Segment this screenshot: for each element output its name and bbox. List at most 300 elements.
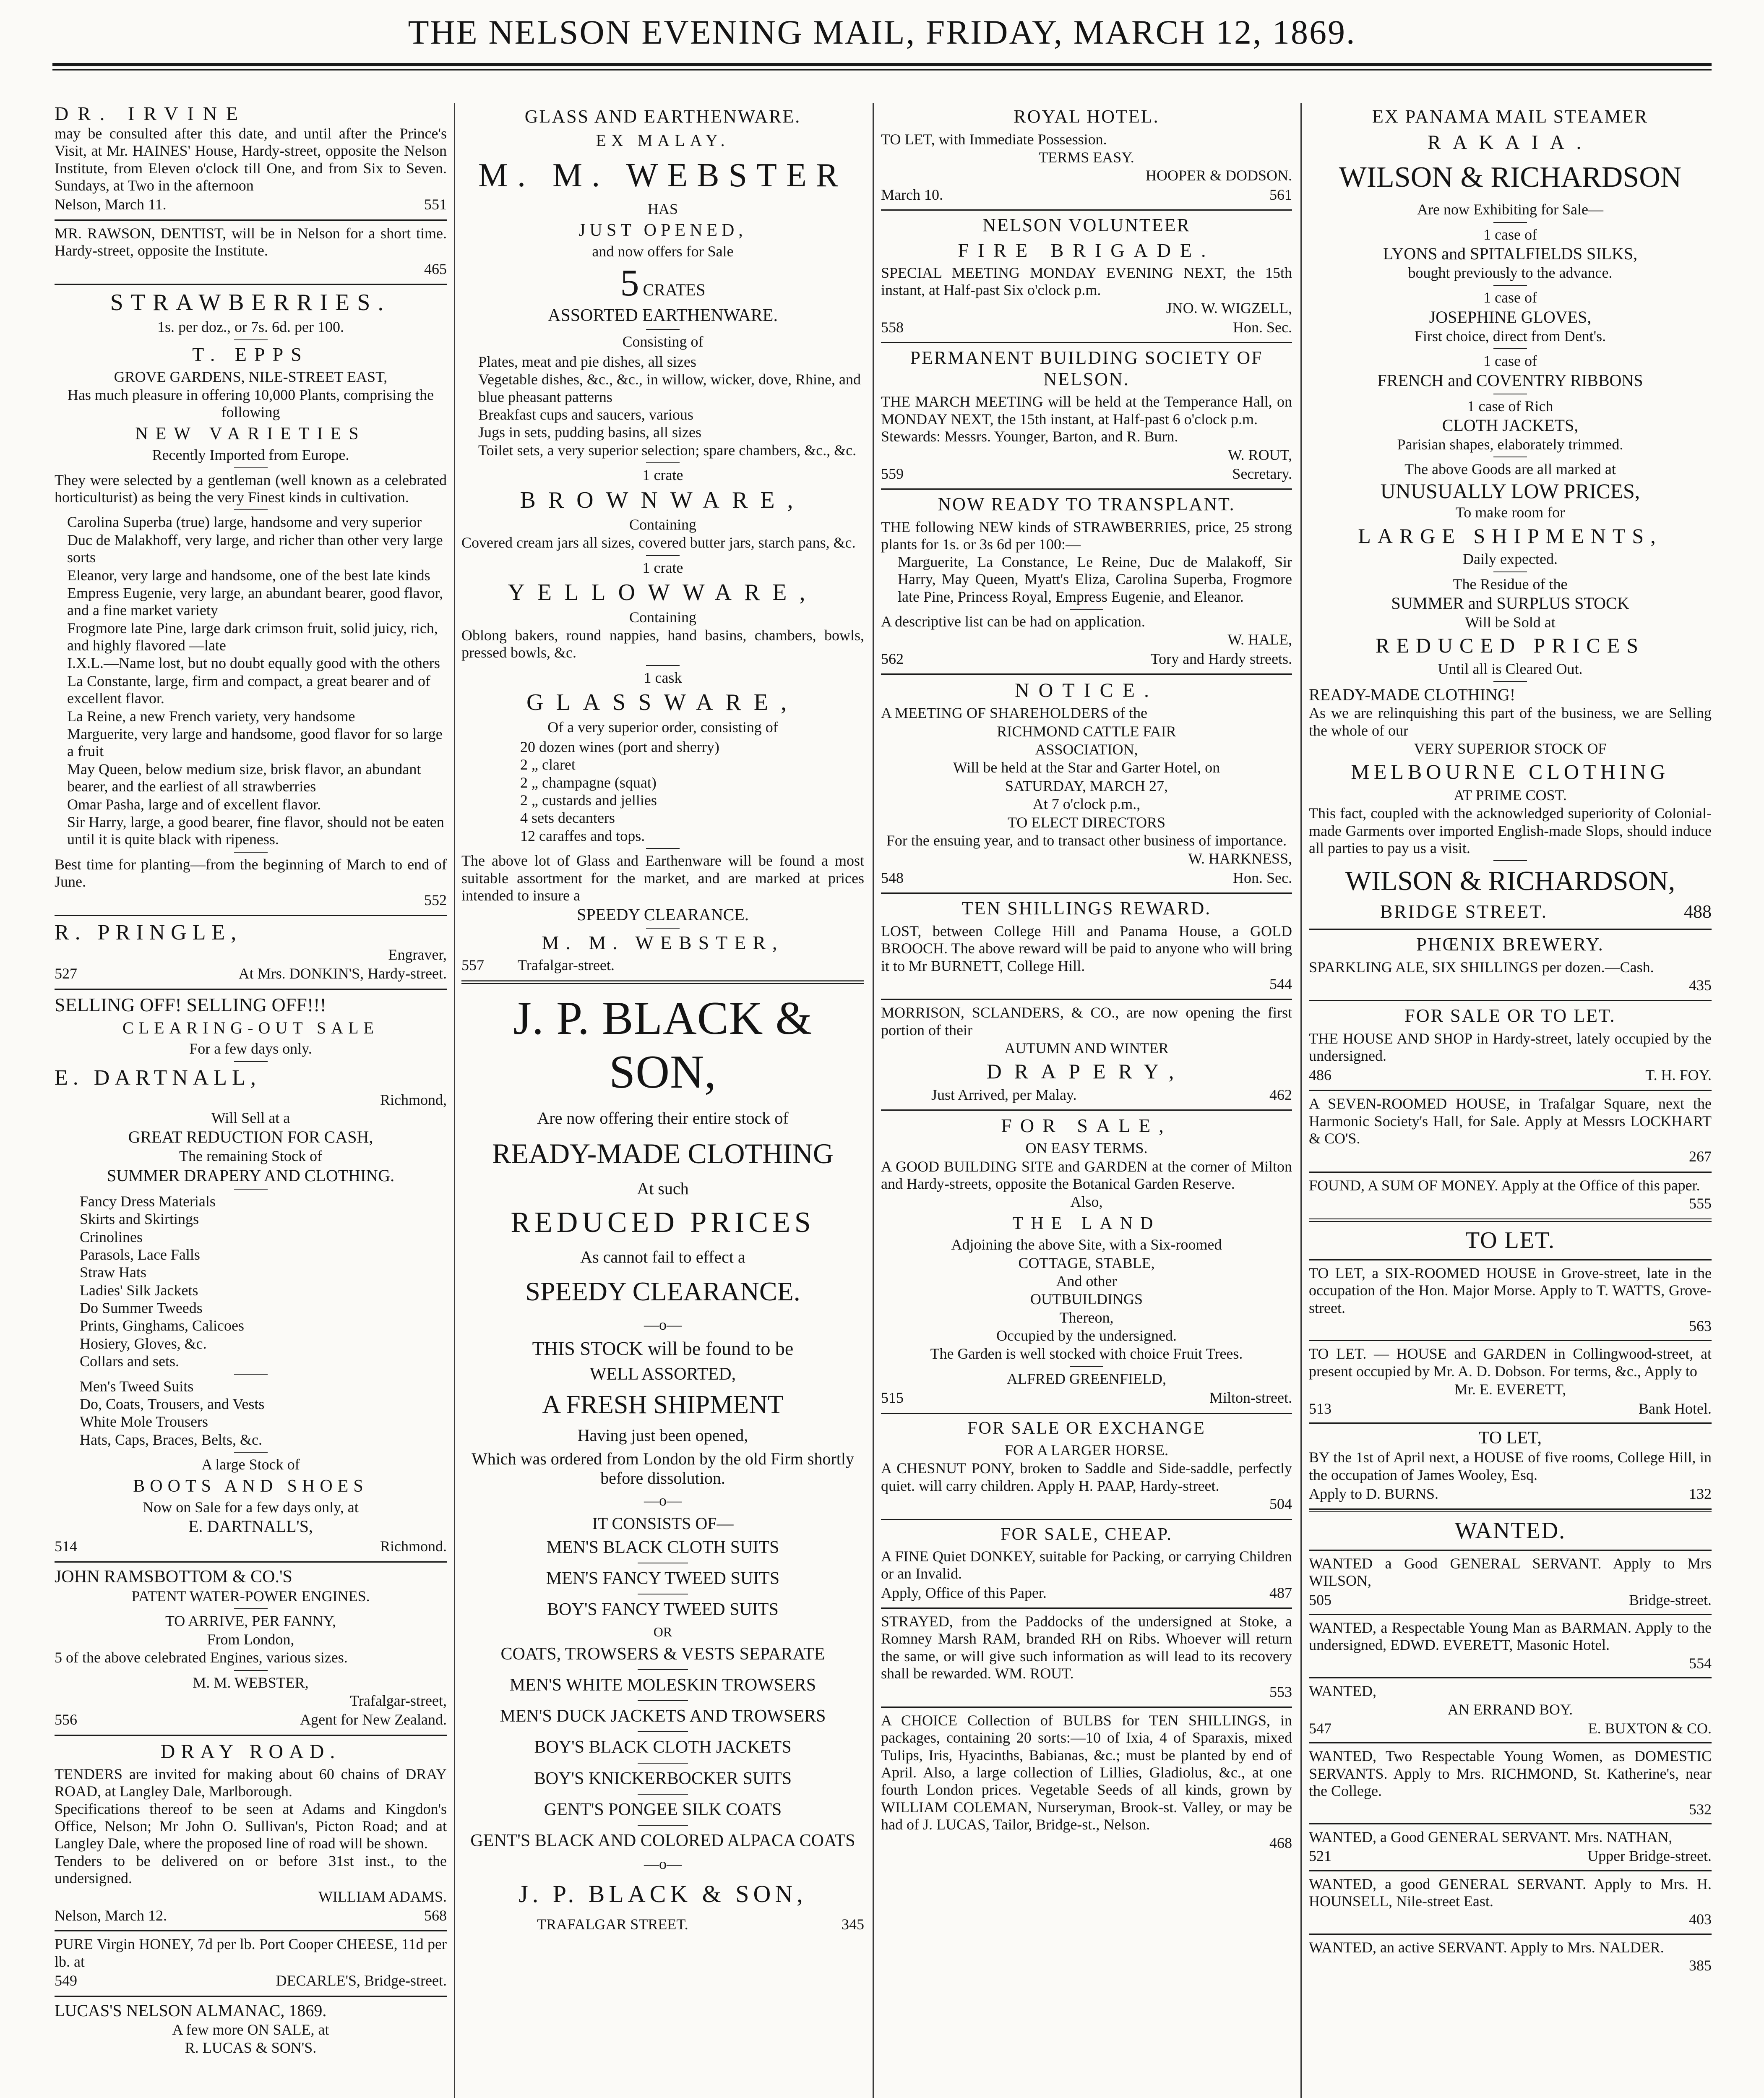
list-item: Crinolines [80, 1228, 143, 1245]
advert-body: TO LET, with Immediate Possession. [881, 130, 1107, 148]
advert-number: 559 [881, 465, 904, 482]
advert-phoenix [1309, 934, 1712, 994]
advert-heading: J. P. BLACK & SON, [513, 992, 813, 1099]
separator [55, 219, 447, 221]
advert-text: Parisian shapes, elaborately trimmed. [1397, 436, 1623, 453]
list-item: Toilet sets, a very superior selection; spare chambers, &c., &c. [478, 441, 857, 459]
list-item: 2 „ claret [520, 756, 576, 773]
separator-ornament: —o— [644, 1855, 682, 1872]
advert-subheading: SPEEDY CLEARANCE. [525, 1276, 800, 1306]
advert-heading: PERMANENT BUILDING SOCIETY OF NELSON. [910, 347, 1263, 389]
advert-heading: FOR SALE OR EXCHANGE [967, 1418, 1206, 1438]
advert-honey [55, 1936, 447, 1989]
advert-subheading: MELBOURNE CLOTHING [1351, 760, 1670, 784]
separator [638, 1794, 688, 1795]
advert-found [1309, 1177, 1712, 1213]
advert-role: Engraver, [388, 946, 447, 963]
advert-text: ASSOCIATION, [1035, 741, 1138, 758]
advert-text: Stewards: Messrs. Younger, Barton, and R. Burn. [881, 428, 1178, 445]
advert-name: WILLIAM ADAMS. [318, 1888, 447, 1905]
advert-number: 468 [1269, 1834, 1292, 1851]
advert-body: PURE Virgin HONEY, 7d per lb. Port Cooper CHEESE, 11d per lb. at [55, 1936, 447, 1970]
advert-name: HOOPER & DODSON. [1145, 167, 1292, 184]
advert-subheading: A FRESH SHIPMENT [542, 1391, 784, 1420]
separator [234, 1670, 268, 1671]
advert-text: 5 of the above celebrated Engines, various sizes. [55, 1649, 348, 1666]
separator [1309, 1550, 1712, 1551]
advert-body: THE following NEW kinds of STRAWBERRIES, price, 25 strong plants for 1s. or 3s 6d per 100:— [881, 518, 1292, 553]
advert-number: 487 [1269, 1584, 1292, 1601]
advert-name: WILSON & RICHARDSON [1339, 161, 1682, 193]
masthead-rule [52, 63, 1712, 66]
advert-heading: EX PANAMA MAIL STEAMER [1372, 106, 1649, 127]
list-item: Parasols, Lace Falls [80, 1246, 200, 1263]
advert-name: R. LUCAS & SON'S. [185, 2039, 317, 2056]
advert-number: 552 [424, 891, 447, 908]
advert-text: Apply to D. BURNS. [1309, 1485, 1439, 1503]
column-4 [1309, 103, 1712, 2098]
advert-address: Trafalgar-street. [518, 957, 615, 974]
advert-heading: NELSON VOLUNTEER [982, 215, 1191, 236]
section-to-let [1309, 1227, 1712, 1503]
advert-subheading: CLEARING-OUT SALE [122, 1018, 379, 1038]
list-item: Frogmore late Pine, large dark crimson fruit, solid juicy, rich, and highly flavored —late [67, 619, 438, 654]
advert-text: AT PRIME COST. [1454, 786, 1567, 804]
separator [1309, 1340, 1712, 1341]
advert-heading: FOR SALE OR TO LET. [1404, 1005, 1616, 1026]
advert-subheading: FOR A LARGER HORSE. [1004, 1441, 1169, 1459]
advert-for-sale-land [881, 1115, 1292, 1406]
advert-role: Hon. Sec. [1233, 869, 1292, 886]
advert-name: J. P. BLACK & SON, [519, 1880, 807, 1908]
advert-text: LYONS and SPITALFIELDS SILKS, [1383, 244, 1638, 264]
list-item: 12 caraffes and tops. [520, 827, 645, 844]
advert-subheading: BOOTS AND SHOES [133, 1476, 368, 1496]
advert-pringle [55, 920, 447, 983]
list-item: Carolina Superba (true) large, handsome and very superior [67, 514, 422, 531]
list-item: Jugs in sets, pudding basins, all sizes [478, 424, 701, 441]
separator [638, 1669, 688, 1670]
advert-text: AUTUMN AND WINTER [1004, 1040, 1169, 1057]
advert-subheading: LARGE SHIPMENTS, [1358, 524, 1662, 548]
advert-body: LOST, between College Hill and Panama House, a GOLD BROOCH. The above reward will be paid to anyone who will bring it to Mr BURNETT, College Hill. [881, 922, 1292, 974]
advert-name: M. M. WEBSTER, [542, 932, 784, 954]
list-item: Omar Pasha, large and of excellent flavor. [67, 796, 321, 813]
advert-text: OUTBUILDINGS [1030, 1291, 1143, 1308]
column-2 [461, 103, 864, 2098]
advert-number: 465 [424, 260, 447, 277]
column-divider [873, 103, 874, 2098]
advert-body: WANTED, [1309, 1683, 1376, 1700]
list-item: BOY'S BLACK CLOTH JACKETS [534, 1738, 792, 1757]
list-item: 20 dozen wines (port and sherry) [520, 738, 719, 755]
advert-text: A descriptive list can be had on application. [881, 613, 1145, 630]
list-item: May Queen, below medium size, brisk flavor, an abundant bearer, and the earliest of all strawberries [67, 760, 421, 795]
advert-name: Mr. E. EVERETT, [1454, 1381, 1566, 1398]
advert-name: T. EPPS [192, 343, 309, 365]
list-item: BOY'S KNICKERBOCKER SUITS [534, 1769, 792, 1788]
advert-text: JOSEPHINE GLOVES, [1429, 307, 1592, 326]
advert-text: 1 crate [642, 467, 683, 484]
advert-text: The above lot of Glass and Earthenware will be found a most suitable assortment for the market, and are marked at prices intended to insure a [461, 852, 864, 904]
separator [646, 329, 680, 330]
separator [881, 892, 1292, 894]
advert-text: SUMMER and SURPLUS STOCK [1391, 593, 1629, 613]
advert-text: 1 case of [1483, 226, 1537, 243]
separator [55, 989, 447, 990]
masthead-rule-thin [52, 69, 1712, 70]
separator [234, 1189, 268, 1190]
advert-heading: STRAWBERRIES. [110, 290, 391, 316]
advert-address: TRAFALGAR STREET. [537, 1915, 688, 1933]
advert-text: FRENCH and COVENTRY RIBBONS [1377, 371, 1643, 390]
advert-text: Containing [629, 516, 696, 533]
advert-name: ALFRED GREENFIELD, [1007, 1370, 1166, 1387]
advert-text: VERY SUPERIOR STOCK OF [1414, 740, 1607, 757]
advert-royal-hotel [881, 106, 1292, 204]
advert-number: 557 [461, 957, 484, 974]
separator [881, 1109, 1292, 1111]
advert-subheading: PATENT WATER-POWER ENGINES. [131, 1587, 370, 1605]
list-item: Hats, Caps, Braces, Belts, &c. [80, 1431, 262, 1448]
advert-name: T. H. FOY. [1645, 1066, 1712, 1083]
list-item: Empress Eugenie, very large, an abundant bearer, good flavor, and a fine market variety [67, 584, 443, 619]
separator [1309, 1259, 1712, 1260]
separator [881, 342, 1292, 343]
advert-text: Also, [1070, 1193, 1103, 1211]
advert-text: First choice, direct from Dent's. [1414, 327, 1606, 344]
separator [638, 1763, 688, 1764]
separator [1493, 860, 1527, 861]
advert-text: JUST OPENED, [578, 220, 747, 240]
advert-name: JNO. W. WIGZELL, [1166, 300, 1292, 317]
advert-role: Hon. Sec. [1233, 318, 1292, 336]
advert-strawberries [55, 289, 447, 909]
advert-text: Which was ordered from London by the old Firm shortly before dissolution. [471, 1449, 855, 1488]
advert-heading: TO LET, [1478, 1428, 1542, 1448]
separator [1493, 681, 1527, 682]
separator [1309, 1218, 1712, 1222]
separator [881, 1413, 1292, 1414]
separator [881, 1607, 1292, 1609]
advert-date: Nelson, March 11. [55, 196, 167, 213]
advert-body: TO LET. — HOUSE and GARDEN in Collingwood-street, at present occupied by Mr. A. D. Dobson. For terms, &c., Apply to [1309, 1345, 1712, 1380]
advert-jp-black [461, 992, 864, 1933]
advert-body: A GOOD BUILDING SITE and GARDEN at the corner of Milton and Hardy-streets, opposite the Botanical Garden Reserve. [881, 1158, 1292, 1193]
advert-body: WANTED, a Good GENERAL SERVANT. Mrs. NATHAN, [1309, 1828, 1673, 1845]
masthead: THE NELSON EVENING MAIL, FRIDAY, MARCH 12, 1869. [408, 13, 1356, 51]
separator [1070, 1366, 1103, 1367]
column-divider [1300, 103, 1302, 2098]
advert-text: The above Goods are all marked at [1404, 461, 1616, 478]
separator [646, 555, 680, 556]
advert-number: 462 [1269, 1086, 1292, 1103]
advert-subheading: GLASSWARE, [526, 689, 800, 716]
advert-dartnall [55, 994, 447, 1555]
advert-subheading: YELLOWWARE, [508, 579, 818, 606]
list-item: Eleanor, very large and handsome, one of the best late kinds [67, 566, 430, 584]
advert-address: Milton-street. [1209, 1389, 1292, 1406]
list-item: Do Summer Tweeds [80, 1300, 203, 1317]
separator [1309, 1742, 1712, 1743]
advert-text: Oblong bakers, round nappies, hand basins, chambers, bowls, pressed bowls, &c. [461, 626, 864, 661]
advert-name: W. ROUT, [1228, 446, 1292, 463]
advert-number: 555 [1689, 1195, 1712, 1212]
advert-text: Containing [629, 608, 696, 626]
advert-number: 486 [1309, 1066, 1331, 1083]
advert-subheading: UNUSUALLY LOW PRICES, [1380, 479, 1640, 503]
list-item: Collars and sets. [80, 1353, 179, 1370]
advert-text: TO ELECT DIRECTORS [1007, 814, 1166, 831]
advert-name: E. DARTNALL, [55, 1065, 261, 1090]
advert-number: 563 [1689, 1318, 1712, 1335]
section-heading: WANTED. [1454, 1518, 1566, 1544]
advert-text: Occupied by the undersigned. [996, 1327, 1177, 1344]
advert-text: As we are relinquishing this part of the business, we are Selling the whole of our [1309, 705, 1712, 739]
advert-body: may be consulted after this date, and until after the Prince's Visit, at Mr. HAINES' House, Hardy-street, opposite the Nelson Institute, from Eleven o'clock till One, and from Six to Seven. Sundays, at Two in the afternoon [55, 125, 447, 194]
separator [1309, 1508, 1712, 1512]
advert-text: Until all is Cleared Out. [1438, 660, 1583, 677]
advert-number: 527 [55, 965, 77, 982]
advert-body: WANTED, Two Respectable Young Women, as DOMESTIC SERVANTS. Apply to Mrs. RICHMOND, St. Katherine's, near the College. [1309, 1748, 1712, 1800]
separator [646, 928, 680, 929]
column-3 [881, 103, 1292, 2098]
advert-text: Recently Imported from Europe. [152, 446, 349, 464]
advert-text: Will be Sold at [1465, 613, 1556, 631]
advert-heading: SELLING OFF! SELLING OFF!!! [55, 994, 326, 1015]
separator [234, 467, 268, 468]
advert-number: 548 [881, 869, 904, 886]
advert-body: WANTED a Good GENERAL SERVANT. Apply to Mrs WILSON, [1309, 1555, 1712, 1589]
separator [1493, 222, 1527, 223]
advert-body: MR. RAWSON, DENTIST, will be in Nelson for a short time. Hardy-street, opposite the Institute. [55, 224, 447, 259]
advert-donkey [881, 1524, 1292, 1602]
advert-subheading: NEW VARIETIES [135, 424, 366, 444]
advert-price: 1s. per doz., or 7s. 6d. per 100. [157, 318, 344, 336]
list-item: Skirts and Skirtings [80, 1211, 199, 1228]
advert-text: From London, [207, 1631, 294, 1648]
advert-text: HAS [647, 200, 678, 217]
advert-body: MORRISON, SCLANDERS, & CO., are now opening the first portion of their [881, 1004, 1292, 1039]
advert-number: 558 [881, 318, 904, 336]
advert-number: 553 [1269, 1683, 1292, 1700]
advert-text: SATURDAY, MARCH 27, [1005, 777, 1168, 794]
separator [234, 1608, 268, 1609]
list-item: Fancy Dress Materials [80, 1193, 216, 1210]
advert-text: SPEEDY CLEARANCE. [577, 905, 749, 924]
list-item: La Reine, a new French variety, very handsome [67, 707, 355, 725]
advert-number: 532 [1689, 1801, 1712, 1818]
advert-number: 132 [1689, 1485, 1712, 1503]
advert-subheading: REDUCED PRICES [1375, 634, 1645, 658]
advert-body: A SEVEN-ROOMED HOUSE, in Trafalgar Square, next the Harmonic Society's Hall, for Sale. Apply at Messrs LOCKHART & CO'S. [1309, 1095, 1712, 1147]
advert-number: 551 [424, 196, 447, 213]
advert-address: Trafalgar-street, [350, 1692, 447, 1709]
separator [1309, 929, 1712, 930]
advert-role: Secretary. [1232, 465, 1292, 482]
advert-text: AN ERRAND BOY. [1447, 1701, 1573, 1718]
advert-text: This fact, coupled with the acknowledged superiority of Colonial-made Garments over imported English-made Slops, should induce all parties to pay us a visit. [1309, 805, 1712, 857]
advert-text: CRATES [643, 280, 706, 299]
advert-body: SPECIAL MEETING MONDAY EVENING NEXT, the 15th instant, at Half-past Six o'clock p.m. [881, 264, 1292, 299]
list-item: Men's Tweed Suits [80, 1378, 194, 1395]
advert-body: FOUND, A SUM OF MONEY. Apply at the Office of this paper. [1309, 1177, 1700, 1194]
advert-date: Nelson, March 12. [55, 1907, 167, 1924]
advert-address: Bridge-street. [1629, 1591, 1712, 1608]
advert-text: Just Arrived, per Malay. [931, 1086, 1077, 1103]
advert-reward [881, 898, 1292, 993]
advert-heading: JOHN RAMSBOTTOM & CO.'S [55, 1567, 292, 1587]
list-item: Vegetable dishes, &c., &c., in willow, wicker, dove, Rhine, and blue pheasant patterns [478, 371, 861, 405]
separator [234, 1374, 268, 1375]
advert-body: BY the 1st of April next, a HOUSE of five rooms, College Hill, in the occupation of James Wooley, Esq. [1309, 1449, 1712, 1483]
list-item: 4 sets decanters [520, 809, 615, 827]
advert-text: Thereon, [1059, 1309, 1114, 1326]
advert-heading: GLASS AND EARTHENWARE. [524, 106, 801, 127]
list-item: Breakfast cups and saucers, various [478, 406, 693, 423]
advert-number: 521 [1309, 1847, 1331, 1865]
advert-text: They were selected by a gentleman (well known as a celebrated horticulturist) as being the very Finest kinds in cultivation. [55, 471, 447, 506]
advert-text: As cannot fail to effect a [580, 1247, 745, 1266]
advert-address: DECARLE'S, Bridge-street. [276, 1972, 447, 1989]
separator [646, 462, 680, 463]
advert-subheading: EX MALAY. [596, 130, 730, 150]
list-item: White Mole Trousers [80, 1413, 208, 1430]
advert-number: 561 [1269, 186, 1292, 203]
advert-address: Bank Hotel. [1639, 1400, 1712, 1417]
advert-text: Will be held at the Star and Garter Hotel, on [953, 759, 1220, 776]
advert-subheading: BROWNWARE, [520, 487, 806, 513]
list-item: Duc de Malakhoff, very large, and richer than other very large sorts [67, 531, 443, 566]
list-item: Straw Hats [80, 1264, 146, 1281]
advert-subheading: ON EASY TERMS. [1025, 1140, 1148, 1157]
advert-body: TENDERS are invited for making about 60 chains of DRAY ROAD, at Langley Dale, Marlborough. [55, 1765, 447, 1800]
separator [1493, 348, 1527, 349]
separator [881, 209, 1292, 211]
advert-number: 504 [1269, 1495, 1292, 1513]
advert-heading: DR. IRVINE [55, 103, 248, 124]
advert-text: CLOTH JACKETS, [1442, 416, 1579, 435]
advert-body: THE MARCH MEETING will be held at the Temperance Hall, on MONDAY NEXT, the 15th instant, at Half-past 6 o'clock p.m. [881, 393, 1292, 428]
separator [881, 1519, 1292, 1520]
advert-text: Covered cream jars all sizes, covered butter jars, starch pans, &c. [461, 534, 856, 551]
list-item: Do, Coats, Trousers, and Vests [80, 1396, 265, 1413]
list-item: Sir Harry, large, a good bearer, fine flavor, should not be eaten until it is quite black with ripeness. [67, 813, 444, 848]
advert-role: Agent for New Zealand. [300, 1711, 447, 1728]
separator [234, 1061, 268, 1062]
list-item: La Constante, large, firm and compact, a great bearer and of excellent flavor. [67, 672, 430, 707]
separator [55, 915, 447, 916]
advert-heading: NOW READY TO TRANSPLANT. [938, 494, 1235, 515]
separator [881, 673, 1292, 675]
advert-text: For a few days only. [189, 1040, 312, 1057]
advert-body: A MEETING OF SHAREHOLDERS of the [881, 705, 1147, 722]
separator [55, 1735, 447, 1736]
advert-place: Richmond, [380, 1091, 447, 1108]
separator [881, 488, 1292, 490]
advert-name: E. DARTNALL'S, [188, 1517, 313, 1536]
advert-subheading: READY-MADE CLOTHING! [1309, 685, 1516, 705]
advert-text: A few more ON SALE, at [172, 2021, 329, 2038]
separator [881, 1707, 1292, 1708]
advert-body: SPARKLING ALE, SIX SHILLINGS per dozen.—Cash. [1309, 958, 1654, 976]
advert-name: W. HARKNESS, [1188, 850, 1292, 867]
advert-subheading: DRAPERY, [986, 1059, 1187, 1083]
advert-text: Marguerite, La Constance, Le Reine, Duc de Malakoff, Sir Harry, May Queen, Myatt's Eliza, Carolina Superba, Frogmore late Pine, Princess Royal, Empress Eugenie, and Eleanor. [898, 553, 1292, 605]
advert-address: Tory and Hardy streets. [1150, 650, 1292, 667]
advert-number: 515 [881, 1389, 904, 1406]
advert-text: bought previously to the advance. [1408, 264, 1613, 282]
advert-address: BRIDGE STREET. [1380, 901, 1548, 922]
advert-heading: PHŒNIX BREWERY. [1416, 934, 1604, 955]
advert-text: WELL ASSORTED, [589, 1364, 736, 1384]
advert-name: E. BUXTON & CO. [1588, 1720, 1712, 1737]
advert-body: WANTED, a Respectable Young Man as BARMAN. Apply to the undersigned, EDWD. EVERETT, Masonic Hotel. [1309, 1619, 1712, 1654]
advert-text: Specifications thereof to be seen at Adams and Kingdon's Office, Nelson; Mr John O. Sullivan's, Picton Road; and at Langley Dale, where the proposed line of road will be shown. [55, 1800, 447, 1852]
advert-number: 556 [55, 1711, 77, 1728]
advert-morrison [881, 1004, 1292, 1104]
advert-number: 435 [1689, 976, 1712, 994]
advert-text: At 7 o'clock p.m., [1032, 796, 1141, 813]
separator [1309, 1090, 1712, 1091]
advert-body: A FINE Quiet DONKEY, suitable for Packing, or carrying Children or an Invalid. [881, 1547, 1292, 1582]
advert-text: 1 case of [1483, 352, 1537, 370]
advert-text: Of a very superior order, consisting of [547, 718, 778, 736]
advert-heading: RAKAIA. [1427, 131, 1593, 154]
list-item: 2 „ custards and jellies [520, 792, 657, 809]
advert-text: Adjoining the above Site, with a Six-roomed [951, 1236, 1222, 1253]
advert-text: 1 case of [1483, 289, 1537, 306]
advert-body: A CHESNUT PONY, broken to Saddle and Side-saddle, perfectly quiet. will carry children. Apply H. PAAP, Hardy-street. [881, 1460, 1292, 1494]
advert-text: Having just been opened, [577, 1426, 748, 1445]
advert-almanac [55, 2001, 447, 2057]
advert-text: Apply, Office of this Paper. [881, 1584, 1047, 1601]
separator [638, 1731, 688, 1732]
separator [55, 1996, 447, 1997]
separator [1493, 571, 1527, 572]
advert-text: IT CONSISTS OF— [592, 1513, 734, 1533]
advert-notice [881, 679, 1292, 887]
advert-body: TO LET, a SIX-ROOMED HOUSE in Grove-street, late in the occupation of the Hon. Major Morse. Apply to T. WATTS, Grove-street. [1309, 1264, 1712, 1316]
advert-number: 547 [1309, 1720, 1331, 1737]
advert-subheading: THE LAND [1012, 1213, 1161, 1233]
separator [234, 1452, 268, 1453]
separator [646, 848, 680, 849]
list-item: I.X.L.—Name lost, but no doubt equally good with the others [67, 655, 440, 672]
advert-number: 568 [424, 1907, 447, 1924]
advert-text: TERMS EASY. [1039, 149, 1134, 166]
advert-number: 488 [1684, 901, 1712, 922]
advert-ramsbottom [55, 1567, 447, 1729]
advert-wilson-richardson [1309, 106, 1712, 923]
separator-ornament: —o— [644, 1492, 682, 1509]
advert-heading: DRAY ROAD. [160, 1740, 341, 1763]
advert-heading: TEN SHILLINGS REWARD. [961, 898, 1212, 919]
advert-intro: Has much pleasure in offering 10,000 Plants, comprising the following [67, 386, 434, 421]
advert-text: RICHMOND CATTLE FAIR [997, 723, 1176, 740]
advert-text: GREAT REDUCTION FOR CASH, [128, 1127, 373, 1147]
advert-text: A large Stock of [201, 1456, 300, 1473]
advert-address: Upper Bridge-street. [1587, 1847, 1712, 1865]
separator [1493, 285, 1527, 286]
advert-body: WANTED, an active SERVANT. Apply to Mrs. NALDER. [1309, 1939, 1664, 1956]
advert-name: W. HALE, [1227, 631, 1292, 648]
advert-body: A CHOICE Collection of BULBS for TEN SHILLINGS, in packages, containing 20 sorts:—10 of Ixia, 4 of Sparaxis, mixed Tulips, Iris, Hyacinths, Babianas, &c.; must be planted by end of April. Also, a large collection of Lillies, Gladiolus, &c., at one fourth London prices. Vegetable Seeds of all kinds, grown by WILLIAM COLEMAN, Nurseryman, Brook-st. Valley, or may be had of J. LUCAS, Tailor, Bridge-st., Nelson. [881, 1712, 1292, 1833]
separator [55, 1930, 447, 1931]
advert-fire-brigade [881, 215, 1292, 336]
advert-number: 514 [55, 1538, 77, 1555]
advert-subheading: REDUCED PRICES [511, 1206, 815, 1239]
